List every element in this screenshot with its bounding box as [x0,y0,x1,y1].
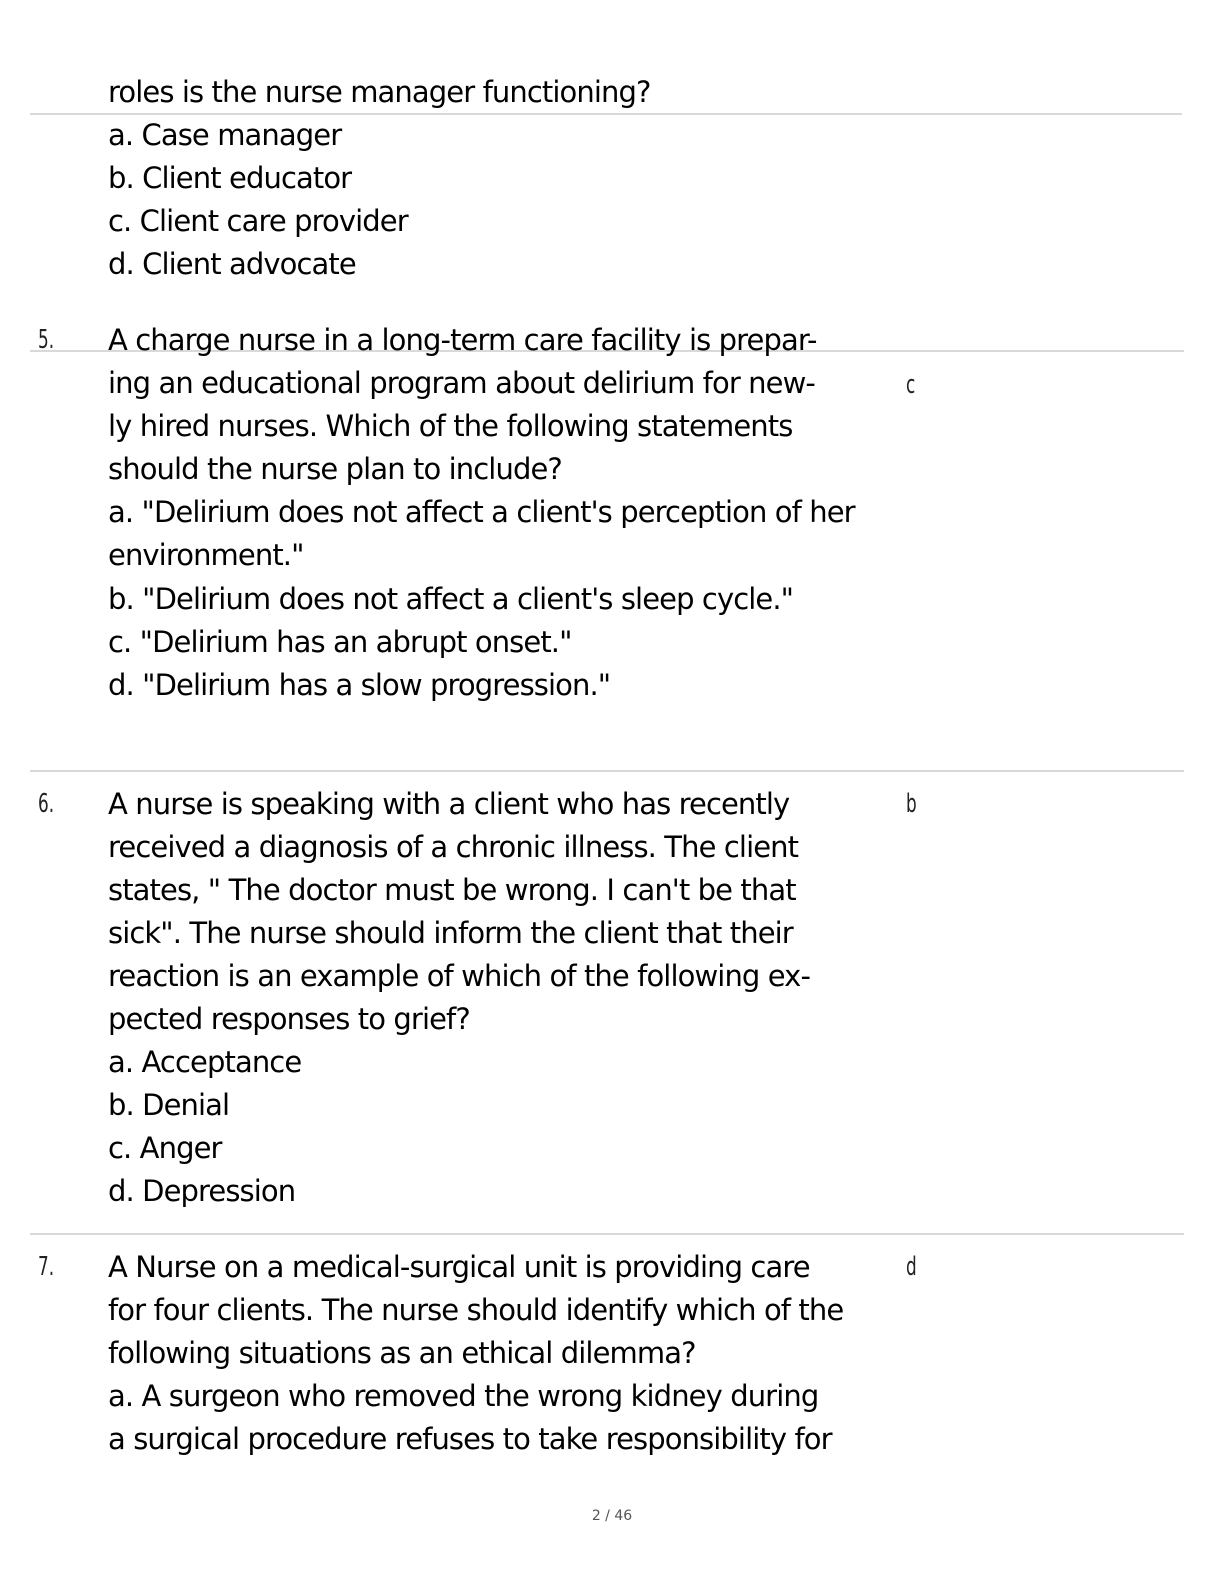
page-number: 2 / 46 [591,1508,633,1524]
question-number: 5. [38,325,55,355]
question-text-line: reaction is an example of which of the following ex- [108,959,811,993]
row-divider [30,770,1184,772]
row-divider [30,1233,1184,1235]
question-text-line: should the nurse plan to include? [108,452,562,486]
question-text-line: A Nurse on a medical-surgical unit is providing care [108,1250,810,1284]
question-number: 7. [38,1252,55,1282]
question-text-line: ly hired nurses. Which of the following statements [108,409,793,443]
question-number: 6. [38,789,55,819]
question-text-line: A nurse is speaking with a client who has recently [108,787,790,821]
question-text-line: sick". The nurse should inform the client that their [108,916,793,950]
answer-key: b [906,789,917,819]
question-text-line: for four clients. The nurse should identify which of the [108,1293,844,1327]
answer-key: c [906,370,916,400]
question-text-line: pected responses to grief? [108,1002,470,1036]
answer-option: environment." [108,538,304,572]
answer-option: b. Client educator [108,161,352,195]
answer-option: c. "Delirium has an abrupt onset." [108,625,572,659]
answer-option: a. Acceptance [108,1045,302,1079]
answer-option: d. "Delirium has a slow progression." [108,668,611,702]
question-text-line: states, " The doctor must be wrong. I can't be that [108,873,796,907]
answer-key: d [906,1252,917,1282]
answer-option: a surgical procedure refuses to take responsibility for [108,1422,832,1456]
answer-option: a. A surgeon who removed the wrong kidney during [108,1379,819,1413]
answer-option: a. "Delirium does not affect a client's perception of her [108,495,855,529]
answer-option: b. Denial [108,1088,230,1122]
answer-option: c. Anger [108,1131,222,1165]
question-text-line: ing an educational program about delirium for new- [108,366,815,400]
question-text-line: following situations as an ethical dilemma? [108,1336,696,1370]
answer-option: d. Depression [108,1174,296,1208]
answer-option: b. "Delirium does not affect a client's sleep cycle." [108,582,794,616]
question-text-line: A charge nurse in a long-term care facility is prepar- [108,323,817,357]
answer-option: c. Client care provider [108,204,408,238]
answer-option: d. Client advocate [108,247,356,281]
question-text-line: roles is the nurse manager functioning? [108,75,651,109]
answer-option: a. Case manager [108,118,342,152]
question-text-line: received a diagnosis of a chronic illness. The client [108,830,799,864]
